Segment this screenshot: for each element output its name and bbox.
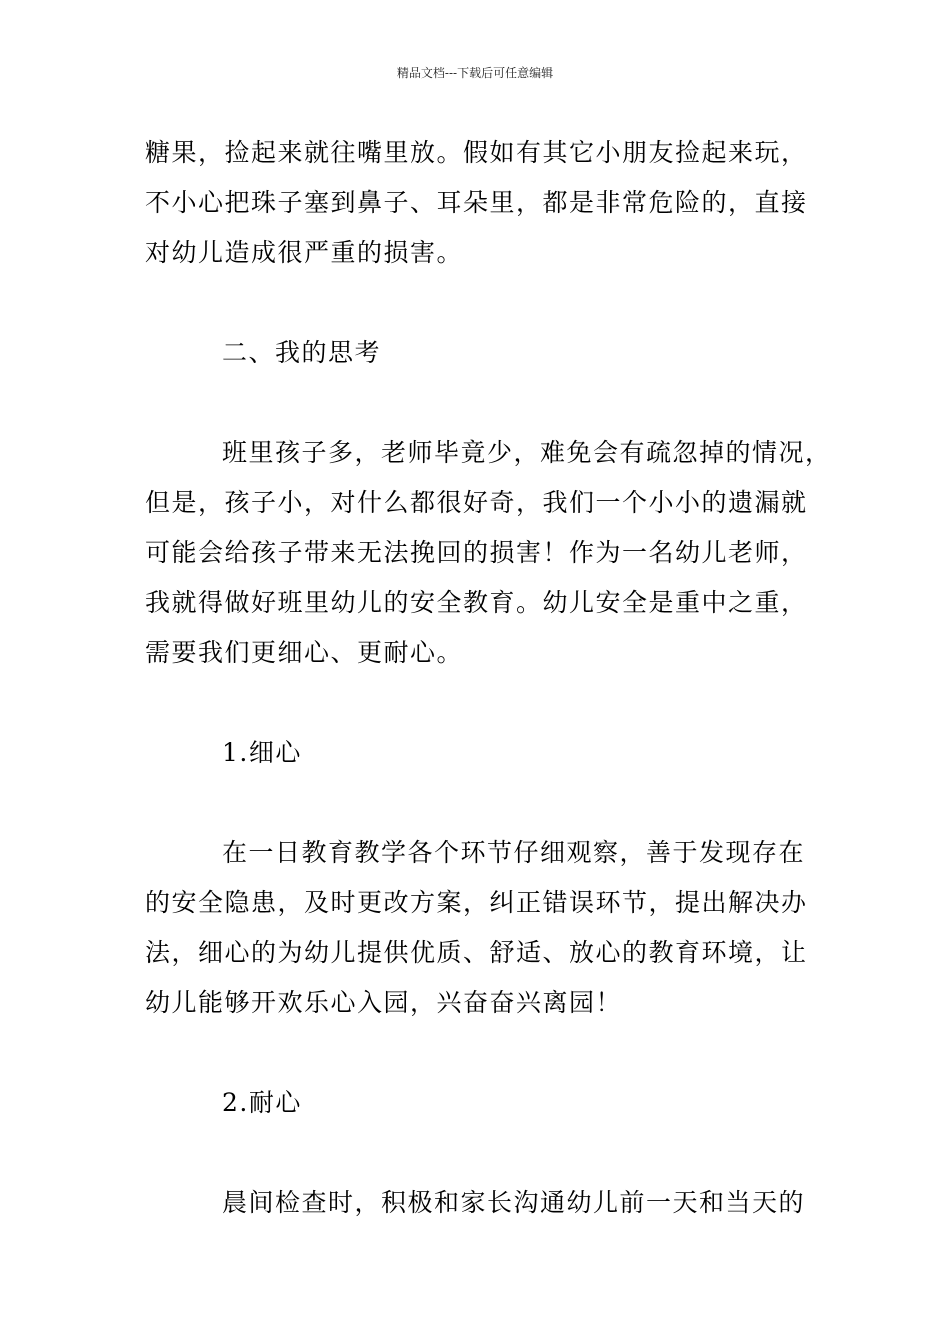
paragraph-line: 需要我们更细心、更耐心。 [145, 638, 464, 667]
subsection-heading: 2.耐心 [222, 1088, 302, 1117]
paragraph-line: 糖果，捡起来就往嘴里放。假如有其它小朋友捡起来玩， [145, 138, 808, 167]
paragraph-line: 在一日教育教学各个环节仔细观察，善于发现存在 [222, 838, 806, 867]
section-heading: 二、我的思考 [222, 338, 382, 367]
subsection-heading: 1.细心 [222, 738, 302, 767]
paragraph-line: 我就得做好班里幼儿的安全教育。幼儿安全是重中之重， [145, 588, 808, 617]
paragraph-line: 的安全隐患，及时更改方案，纠正错误环节，提出解决办 [145, 888, 808, 917]
paragraph-line: 班里孩子多，老师毕竟少，难免会有疏忽掉的情况， [222, 438, 832, 467]
paragraph-line: 但是，孩子小，对什么都很好奇，我们一个小小的遗漏就 [145, 488, 808, 517]
paragraph-line: 法，细心的为幼儿提供优质、舒适、放心的教育环境，让 [145, 938, 808, 967]
paragraph-line: 不小心把珠子塞到鼻子、耳朵里，都是非常危险的，直接 [145, 188, 808, 217]
paragraph-line: 可能会给孩子带来无法挽回的损害！作为一名幼儿老师， [145, 538, 808, 567]
paragraph-line: 幼儿能够开欢乐心入园，兴奋奋兴离园！ [145, 988, 623, 1017]
page-header: 精品文档---下载后可任意编辑 [396, 66, 554, 80]
paragraph-line: 对幼儿造成很严重的损害。 [145, 238, 464, 267]
paragraph-line: 晨间检查时，积极和家长沟通幼儿前一天和当天的 [222, 1188, 806, 1217]
